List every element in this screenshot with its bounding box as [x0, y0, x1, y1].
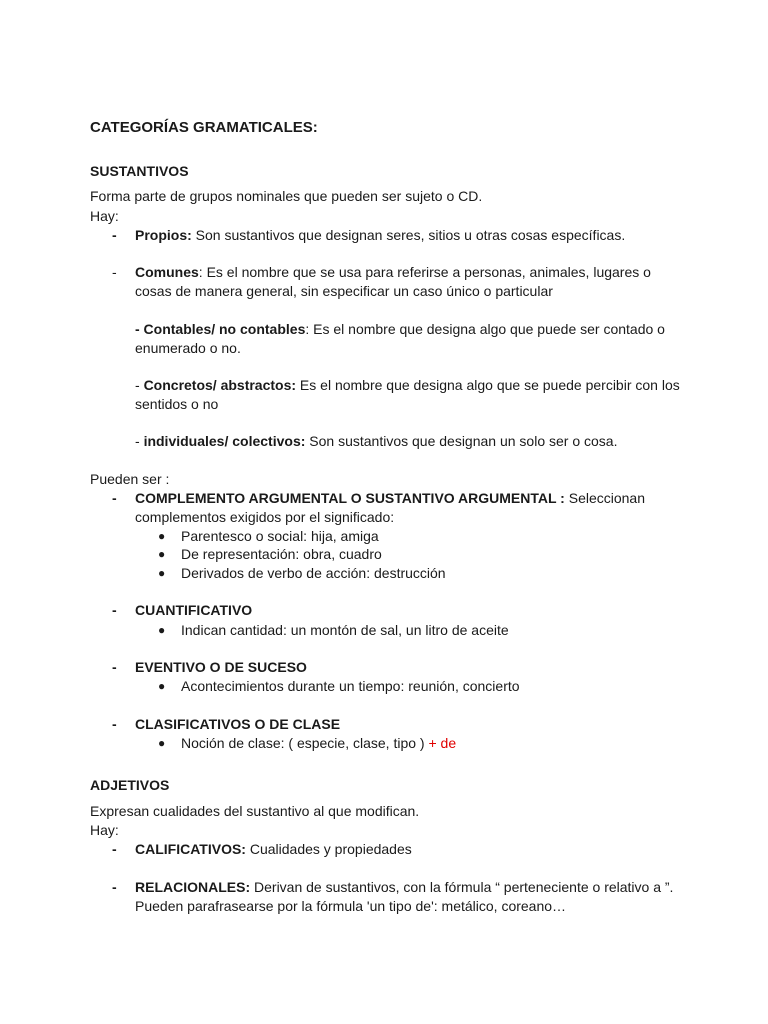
page-title: CATEGORÍAS GRAMATICALES:: [90, 119, 318, 136]
list-item-relacionales: [135, 878, 673, 896]
clasificativos-red-note: + de: [428, 735, 457, 751]
individuales-prefix: -: [135, 433, 144, 449]
dash-marker: -: [112, 602, 117, 618]
list-item-clasificativos: CLASIFICATIVOS O DE CLASE: [135, 716, 341, 732]
contables-text-1: : Es el nombre que designa algo que puede ser contado o: [305, 321, 665, 337]
individuales-label: individuales/ colectivos:: [143, 433, 306, 449]
comunes-text-1: : Es el nombre que se usa para referirse a personas, animales, lugares o: [198, 264, 651, 280]
paragraph-contables: [135, 320, 665, 338]
dash-marker: -: [112, 716, 117, 732]
adjetivos-intro: Expresan cualidades del sustantivo al que modifican.: [90, 803, 420, 819]
section-heading-sustantivos: SUSTANTIVOS: [90, 163, 189, 179]
argumental-subitem: Derivados de verbo de acción: destrucción: [181, 565, 446, 581]
relacionales-text-2: Pueden parafrasearse por la fórmula 'un tipo de': metálico, coreano…: [135, 898, 567, 914]
list-item-argumental: [135, 489, 645, 507]
list-item-comunes: [135, 263, 651, 281]
concretos-text-2: sentidos o no: [135, 396, 219, 412]
contables-text-2: enumerado o no.: [135, 340, 241, 356]
list-item-eventivo: EVENTIVO O DE SUCESO: [135, 659, 307, 675]
dash-marker: -: [112, 879, 117, 895]
argumental-label: COMPLEMENTO ARGUMENTAL O SUSTANTIVO ARGUMENTAL :: [135, 490, 565, 506]
bullet-marker: ●: [158, 547, 166, 561]
pueden-ser-label: Pueden ser :: [90, 471, 170, 487]
individuales-text: Son sustantivos que designan un solo ser o cosa.: [305, 433, 618, 449]
propios-text: Son sustantivos que designan seres, sitios u otras cosas específicas.: [191, 227, 626, 243]
adjetivos-hay: Hay:: [90, 822, 119, 838]
eventivo-subitem: Acontecimientos durante un tiempo: reunión, concierto: [181, 678, 520, 694]
paragraph-concretos: [135, 376, 680, 394]
cuantificativo-subitem: Indican cantidad: un montón de sal, un litro de aceite: [181, 622, 509, 638]
clasificativos-subitem: [181, 734, 456, 752]
propios-label: Propios:: [135, 227, 192, 243]
bullet-marker: ●: [158, 736, 166, 750]
sustantivos-intro: Forma parte de grupos nominales que pueden ser sujeto o CD.: [90, 188, 483, 204]
dash-marker: -: [112, 264, 117, 280]
relacionales-label: RELACIONALES:: [135, 879, 251, 895]
comunes-label: Comunes: [135, 264, 199, 280]
relacionales-text-1: Derivan de sustantivos, con la fórmula “ perteneciente o relativo a ”.: [250, 879, 674, 895]
dash-marker: -: [112, 490, 117, 506]
argumental-text-1: Seleccionan: [564, 490, 646, 506]
paragraph-individuales: [135, 432, 617, 450]
list-item-propios: [135, 226, 625, 244]
comunes-text-2: cosas de manera general, sin especificar un caso único o particular: [135, 283, 553, 299]
bullet-marker: ●: [158, 566, 166, 580]
section-heading-adjetivos: ADJETIVOS: [90, 777, 170, 793]
dash-marker: -: [112, 659, 117, 675]
calificativos-text: Cualidades y propiedades: [245, 841, 412, 857]
argumental-text-2: complementos exigidos por el significado:: [135, 509, 395, 525]
argumental-subitem: Parentesco o social: hija, amiga: [181, 528, 379, 544]
list-item-calificativos: [135, 840, 412, 858]
concretos-prefix: -: [135, 377, 144, 393]
argumental-subitem: De representación: obra, cuadro: [181, 546, 382, 562]
clasificativos-text: Noción de clase: ( especie, clase, tipo ): [181, 735, 429, 751]
list-item-cuantificativo: CUANTIFICATIVO: [135, 602, 253, 618]
sustantivos-hay: Hay:: [90, 208, 119, 224]
concretos-label: Concretos/ abstractos:: [143, 377, 297, 393]
dash-marker: -: [112, 841, 117, 857]
bullet-marker: ●: [158, 679, 166, 693]
contables-label: - Contables/ no contables: [135, 321, 306, 337]
bullet-marker: ●: [158, 529, 166, 543]
calificativos-label: CALIFICATIVOS:: [135, 841, 246, 857]
dash-marker: -: [112, 227, 117, 243]
bullet-marker: ●: [158, 623, 166, 637]
concretos-text-1: Es el nombre que designa algo que se puede percibir con los: [296, 377, 680, 393]
